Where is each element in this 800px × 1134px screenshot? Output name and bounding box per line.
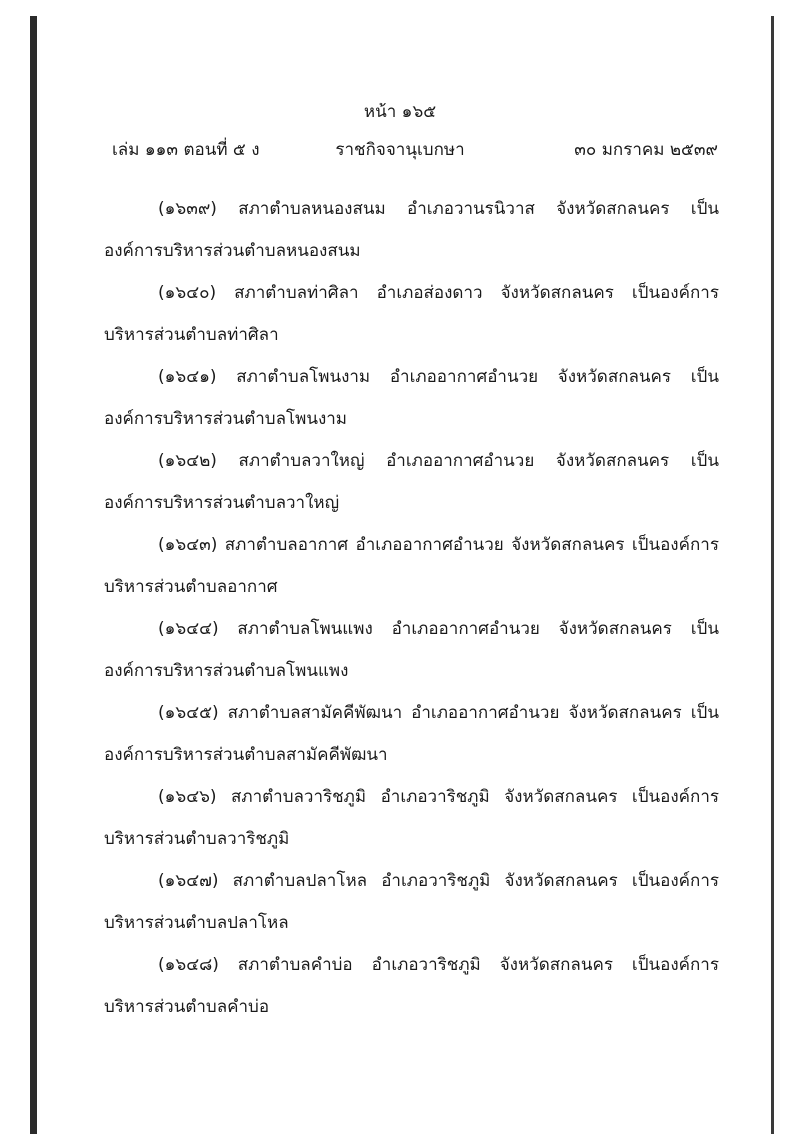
district: อำเภออากาศอำนวย (411, 703, 560, 723)
district: อำเภอวาริชภูมิ (371, 955, 481, 975)
entry-continuation: บริหารส่วนตำบลคำบ่อ (104, 997, 270, 1017)
becomes: เป็น (690, 619, 719, 639)
subdistrict-council: สภาตำบลโพนงาม (236, 367, 371, 387)
subdistrict-council: สภาตำบลโพนแพง (237, 619, 373, 639)
becomes: เป็น (690, 451, 719, 471)
province: จังหวัดสกลนคร (558, 619, 672, 639)
district: อำเภอวาริชภูมิ (380, 787, 490, 807)
entry-number: (๑๖๔๔) (158, 619, 219, 639)
district: อำเภอส่องดาว (376, 283, 483, 303)
entry-continuation: องค์การบริหารส่วนตำบลสามัคคีพัฒนา (104, 745, 388, 765)
list-item (104, 944, 719, 1028)
subdistrict-council: สภาตำบลคำบ่อ (237, 955, 353, 975)
entry-number: (๑๖๔๕) (158, 703, 219, 723)
subdistrict-council: สภาตำบลวาใหญ่ (238, 451, 365, 471)
entry-number: (๑๖๔๓) (158, 535, 218, 555)
becomes: เป็นองค์การ (631, 283, 719, 303)
entry-continuation: องค์การบริหารส่วนตำบลโพนแพง (104, 661, 349, 681)
province: จังหวัดสกลนคร (555, 451, 670, 471)
entry-first-line (104, 272, 719, 314)
subdistrict-council: สภาตำบลวาริชภูมิ (230, 787, 367, 807)
list-item (104, 356, 719, 440)
subdistrict-council: สภาตำบลปลาโหล (232, 871, 368, 891)
entry-number: (๑๖๔๑) (158, 367, 217, 387)
list-item (104, 440, 719, 524)
scan-edge-left (30, 16, 37, 1134)
entry-number: (๑๖๔๘) (158, 955, 219, 975)
volume-issue: เล่ม ๑๑๓ ตอนที่ ๕ ง (112, 140, 260, 160)
becomes: เป็น (690, 367, 719, 387)
page-number: หน้า ๑๖๕ (363, 102, 437, 122)
district: อำเภอวาริชภูมิ (381, 871, 491, 891)
entry-first-line (104, 440, 719, 482)
subdistrict-council: สภาตำบลหนองสนม (238, 199, 386, 219)
list-item (104, 608, 719, 692)
district: อำเภออากาศอำนวย (391, 619, 540, 639)
entry-first-line (104, 860, 719, 902)
entry-continuation: องค์การบริหารส่วนตำบลโพนงาม (104, 409, 348, 429)
becomes: เป็นองค์การ (631, 871, 719, 891)
subdistrict-council: สภาตำบลสามัคคีพัฒนา (227, 703, 403, 723)
entry-first-line (104, 524, 719, 566)
gazette-date: ๓๐ มกราคม ๒๕๓๙ (574, 140, 718, 160)
district: อำเภออากาศอำนวย (389, 367, 539, 387)
entry-continuation: บริหารส่วนตำบลปลาโหล (104, 913, 289, 933)
entry-first-line (104, 944, 719, 986)
entry-first-line (104, 608, 719, 650)
entry-continuation: องค์การบริหารส่วนตำบลวาใหญ่ (104, 493, 340, 513)
province: จังหวัดสกลนคร (568, 703, 682, 723)
becomes: เป็น (690, 199, 719, 219)
entry-number: (๑๖๔๗) (158, 871, 219, 891)
subdistrict-council: สภาตำบลอากาศ (224, 535, 349, 555)
subdistrict-council: สภาตำบลท่าศิลา (234, 283, 359, 303)
district: อำเภออากาศอำนวย (386, 451, 535, 471)
entry-list (104, 188, 719, 1028)
scan-edge-right (771, 16, 774, 1134)
list-item (104, 524, 719, 608)
district: อำเภอวานรนิวาส (406, 199, 535, 219)
becomes: เป็น (690, 703, 719, 723)
province: จังหวัดสกลนคร (556, 199, 670, 219)
becomes: เป็นองค์การ (631, 955, 719, 975)
entry-continuation: บริหารส่วนตำบลอากาศ (104, 577, 278, 597)
entry-continuation: บริหารส่วนตำบลท่าศิลา (104, 325, 279, 345)
becomes: เป็นองค์การ (631, 535, 719, 555)
province: จังหวัดสกลนคร (504, 871, 618, 891)
entry-continuation: องค์การบริหารส่วนตำบลหนองสนม (104, 241, 361, 261)
list-item (104, 692, 719, 776)
province: จังหวัดสกลนคร (504, 787, 618, 807)
list-item (104, 188, 719, 272)
entry-number: (๑๖๔๐) (158, 283, 217, 303)
entry-continuation: บริหารส่วนตำบลวาริชภูมิ (104, 829, 290, 849)
list-item (104, 860, 719, 944)
entry-first-line (104, 188, 719, 230)
entry-number: (๑๖๔๒) (158, 451, 217, 471)
district: อำเภออากาศอำนวย (355, 535, 504, 555)
province: จังหวัดสกลนคร (511, 535, 625, 555)
gazette-name: ราชกิจจานุเบกษา (335, 140, 465, 160)
province: จังหวัดสกลนคร (500, 283, 614, 303)
entry-first-line (104, 356, 719, 398)
becomes: เป็นองค์การ (631, 787, 719, 807)
entry-number: (๑๖๓๙) (158, 199, 217, 219)
province: จังหวัดสกลนคร (557, 367, 672, 387)
entry-first-line (104, 692, 719, 734)
entry-first-line (104, 776, 719, 818)
list-item (104, 776, 719, 860)
province: จังหวัดสกลนคร (499, 955, 613, 975)
list-item (104, 272, 719, 356)
entry-number: (๑๖๔๖) (158, 787, 217, 807)
